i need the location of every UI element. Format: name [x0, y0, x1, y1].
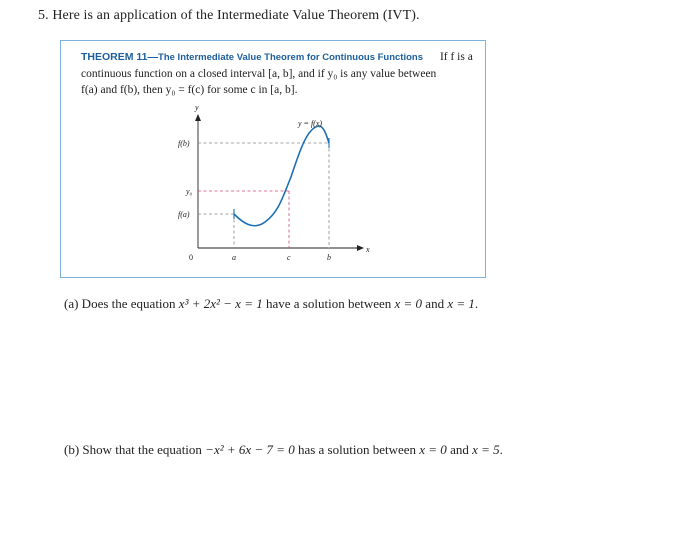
- question-b-prefix: (b) Show that the equation: [64, 442, 206, 457]
- theorem-statement-line1: If f is a continuous function on a closed interval [a, b], and if y₀ is any value between: [81, 51, 473, 80]
- theorem-dash: —: [147, 51, 159, 63]
- x-axis-label: x: [366, 245, 370, 254]
- fa-label: f(a): [178, 210, 190, 219]
- question-b-suffix: .: [499, 442, 503, 457]
- question-a-middle: have a solution between: [262, 296, 395, 311]
- c-label: c: [287, 253, 291, 262]
- problem-number: 5.: [38, 8, 49, 23]
- theorem-box: [60, 40, 486, 278]
- curve-label: y = f(x): [298, 119, 323, 128]
- problem-heading: [38, 8, 420, 24]
- problem-heading-text: Here is an application of the Intermediate Value Theorem (IVT).: [52, 8, 420, 23]
- theorem-name: The Intermediate Value Theorem for Continuous Functions: [158, 52, 424, 63]
- fb-label: f(b): [178, 139, 190, 148]
- function-curve: [234, 126, 329, 226]
- question-b-bound2: x = 5: [472, 442, 500, 457]
- question-a: [64, 296, 478, 312]
- origin-label: 0: [189, 253, 193, 262]
- a-label: a: [232, 253, 236, 262]
- question-b-equation: −x² + 6x − 7 = 0: [205, 442, 295, 457]
- question-b: [64, 442, 503, 458]
- question-b-middle: has a solution between: [294, 442, 420, 457]
- ivt-graph: [61, 41, 485, 277]
- question-a-bound1: x = 0: [394, 296, 423, 311]
- question-b-bound1: x = 0: [419, 442, 447, 457]
- b-label: b: [327, 253, 331, 262]
- question-a-and: and: [422, 296, 448, 311]
- question-a-equation: x³ + 2x² − x = 1: [178, 296, 263, 311]
- question-a-bound2: x = 1: [447, 296, 475, 311]
- y-axis-label: y: [195, 103, 199, 112]
- theorem-label: THEOREM 11: [81, 51, 148, 63]
- question-a-prefix: (a) Does the equation: [64, 296, 179, 311]
- question-b-and: and: [446, 442, 473, 457]
- theorem-statement-line2: f(a) and f(b), then y₀ = f(c) for some c in [a, b].: [81, 84, 298, 96]
- y0-label: y₀: [186, 187, 193, 196]
- question-a-suffix: .: [474, 296, 479, 311]
